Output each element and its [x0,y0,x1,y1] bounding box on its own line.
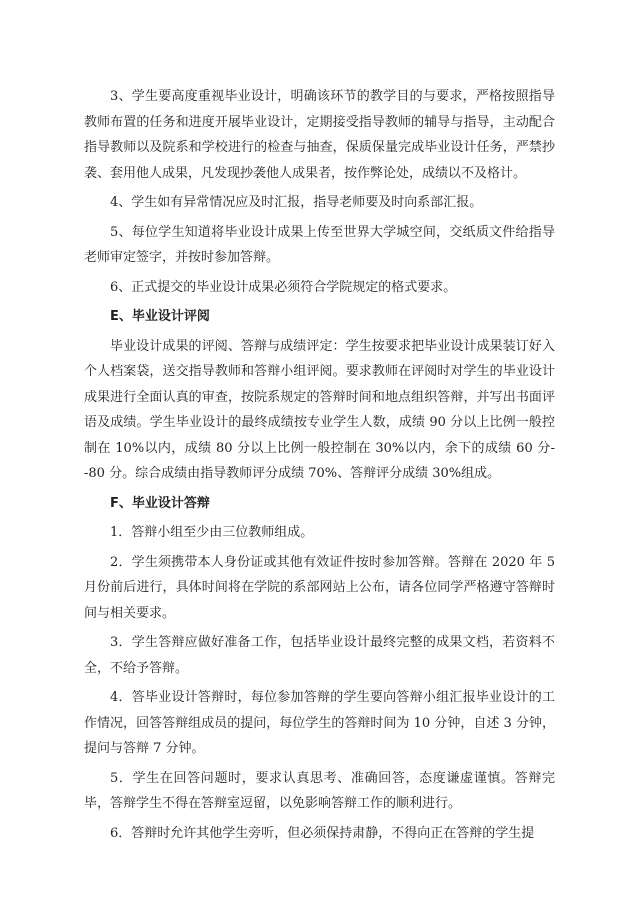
defense-item-6: 6．答辩时允许其他学生旁听，但必须保持肃静，不得向正在答辩的学生提 [110,825,535,841]
defense-item-1: 1．答辩小组至少由三位教师组成。 [110,525,314,540]
paragraph-item-5: 5、每位学生知道将毕业设计成果上传至世界大学城空间，交纸质文件给指导老师审定签字，并按时参加答辩。 [84,224,555,265]
defense-item-4: 4．答毕业设计答辩时，每位参加答辩的学生要向答辩小组汇报毕业设计的工作情况，回答答辩组成员的提问，每位学生的答辩时间为 10 分钟，自述 3 分钟，提问与答辩 7 分钟。 [84,690,555,756]
defense-item-5: 5．学生在回答问题时，要求认真思考、准确回答，态度谦虚谨慎。答辩完毕，答辩学生不得在答辩室逗留，以免影响答辩工作的顺利进行。 [84,770,555,811]
paragraph-item-4: 4、学生如有异常情况应及时汇报，指导老师要及时向系部汇报。 [110,195,483,210]
section-heading-f: F、毕业设计答辩 [110,495,210,511]
paragraph-review: 毕业设计成果的评阅、答辩与成绩评定：学生按要求把毕业设计成果装订好入个人档案袋，送交指导教师和答辩小组评阅。要求教师在评阅时对学生的毕业设计成果进行全面认真的审查，按院系规定的答辩时间和地点组织答辩，并写出书面评语及成绩。学生毕业设计的最终成绩按专业学生人数，成绩 90 分以上比例一般控制在 10%以内，成绩 80 分以上比例一般控制在 30%以内，余下的成绩 60 分--80 分。综合成绩由指导教师评分成绩 70%、答辩评分成绩 30%组成。 [84,338,555,481]
paragraph-item-6: 6、正式提交的毕业设计成果必须符合学院规定的格式要求。 [110,279,457,295]
section-heading-e: E、毕业设计评阅 [110,309,210,324]
paragraph-item-3: 3、学生要高度重视毕业设计，明确该环节的教学目的与要求，严格按照指导教师布置的任务和进度开展毕业设计，定期接受指导教师的辅导与指导，主动配合指导教师以及院系和学校进行的检查与抽查，保质保量完成毕业设计任务，严禁抄袭、套用他人成果，凡发现抄袭他人成果者，按作弊论处，成绩以不及格计。 [84,89,555,181]
defense-item-3: 3．学生答辩应做好准备工作，包括毕业设计最终完整的成果文档，若资料不全，不给予答辩。 [84,635,555,676]
defense-item-2: 2．学生须携带本人身份证或其他有效证件按时参加答辩。答辩在 2020 年 5 月份前后进行，具体时间将在学院的系部网站上公布，请各位同学严格遵守答辩时间与相关要求。 [84,554,555,621]
